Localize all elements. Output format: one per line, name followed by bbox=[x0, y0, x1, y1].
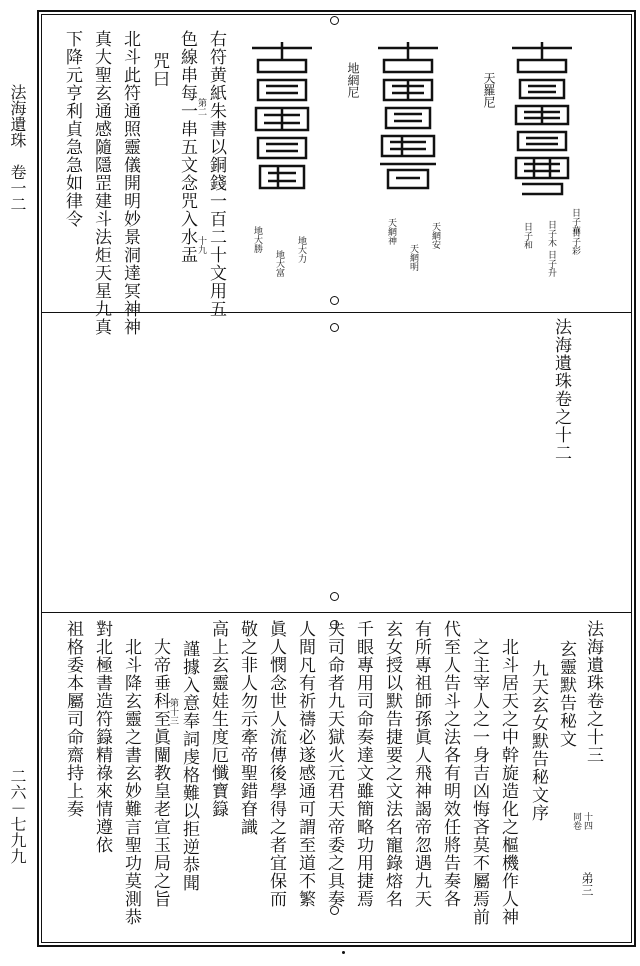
text-column: 對北極書造符籙精祿來情遵依 bbox=[92, 620, 112, 854]
text-column: 咒曰 bbox=[149, 52, 169, 88]
talisman-name: 日子木 bbox=[546, 220, 556, 247]
talisman-name: 日子升 bbox=[546, 250, 556, 277]
text-column: 玄靈默告秘文 bbox=[556, 640, 576, 748]
talisman-name: 天網明 bbox=[408, 244, 418, 271]
text-column: 色線串每一串五文念咒入水盂 bbox=[177, 30, 197, 264]
talisman-name: 地大富 bbox=[274, 250, 284, 277]
talisman-seal-3 bbox=[248, 38, 316, 198]
text-column: 北斗此符通照靈儀開明妙景洞達冥神神 bbox=[120, 30, 140, 336]
talisman-title: 地網尼 bbox=[346, 62, 360, 98]
talisman-glyph bbox=[508, 38, 576, 198]
text-column: 代至人告斗之法各有明效任將告奏各 bbox=[440, 620, 460, 908]
chapter-title: 法海遺珠卷之十二 bbox=[551, 318, 571, 462]
talisman-title: 天羅尼 bbox=[482, 72, 496, 108]
talisman-name: 天網神 bbox=[386, 218, 396, 245]
annotation-note: 十九 bbox=[196, 236, 206, 254]
talisman-glyph bbox=[248, 38, 316, 198]
text-column: 玄女授以默告捷要之文法名寵錄熔名 bbox=[382, 620, 402, 908]
page-number-margin: 二六－七九九 bbox=[8, 768, 27, 864]
title-note: 十四 bbox=[582, 812, 592, 830]
text-column: 真大聖玄通感隨隱罡建斗法炬天星九真 bbox=[91, 30, 111, 336]
text-column: 謹據入意奉詞虔格難以拒逆恭聞 bbox=[179, 640, 199, 892]
text-column: 下降元亨利貞急急如律令 bbox=[62, 30, 82, 228]
text-column: 北斗降玄靈之書玄妙難言聖功莫測恭 bbox=[121, 638, 141, 926]
text-column: 之主宰人之一身吉凶悔吝莫不屬焉前 bbox=[469, 638, 489, 926]
text-column: 右符黄紙朱書以銅錢一百二十文用五 bbox=[206, 30, 226, 318]
text-column: 九天玄女默告秘文序 bbox=[528, 660, 548, 822]
talisman-name: 地大勝 bbox=[252, 226, 262, 253]
talisman-glyph bbox=[374, 38, 442, 198]
text-column: 高上玄靈娃生度厄懺寶籙 bbox=[208, 620, 228, 818]
binding-hole bbox=[330, 16, 339, 25]
annotation-note: 第十三 bbox=[168, 698, 178, 725]
talisman-name: 日子華 bbox=[570, 208, 580, 235]
text-column: 祖格委本屬司命齋持上奏 bbox=[63, 620, 83, 818]
text-column: 大帝垂科至眞闡教皇老宣玉局之旨 bbox=[150, 638, 170, 908]
book-title-margin: 法海遺珠 卷一二 bbox=[8, 84, 27, 212]
page-dot bbox=[342, 951, 345, 954]
text-column: 夫司命者九天獄火元君天帝委之具奏 bbox=[324, 620, 344, 908]
binding-hole bbox=[330, 323, 339, 332]
chapter-title: 法海遺珠卷之十三 bbox=[583, 620, 603, 764]
annotation-note: 第二 bbox=[196, 98, 206, 116]
text-column: 人間凡有祈禱必遂感通可謂至道不繁 bbox=[295, 620, 315, 908]
talisman-seal-1 bbox=[508, 38, 576, 198]
talisman-name: 天網安 bbox=[430, 222, 440, 249]
binding-hole bbox=[330, 296, 339, 305]
text-column: 有所專祖師孫眞人飛神謁帝忽遇九天 bbox=[411, 620, 431, 908]
talisman-name: 日子和 bbox=[522, 222, 532, 249]
divider-lower bbox=[41, 612, 632, 613]
text-column: 眞人憫念世人流傳後學得之者宜保而 bbox=[266, 620, 286, 908]
title-note: 同卷 bbox=[571, 812, 581, 830]
text-column: 千眼專用司命奏達文雖簡略功用捷焉 bbox=[353, 620, 373, 908]
text-column: 北斗居天之中幹旋造化之樞機作人神 bbox=[498, 638, 518, 926]
talisman-name: 地大力 bbox=[296, 236, 306, 263]
binding-hole bbox=[330, 592, 339, 601]
talisman-seal-2 bbox=[374, 38, 442, 198]
talisman-name: 日子彩 bbox=[570, 228, 580, 255]
text-column: 敬之非人勿示牽帝聖錯眘識 bbox=[237, 620, 257, 836]
section-mark: 弟三 bbox=[580, 872, 594, 896]
